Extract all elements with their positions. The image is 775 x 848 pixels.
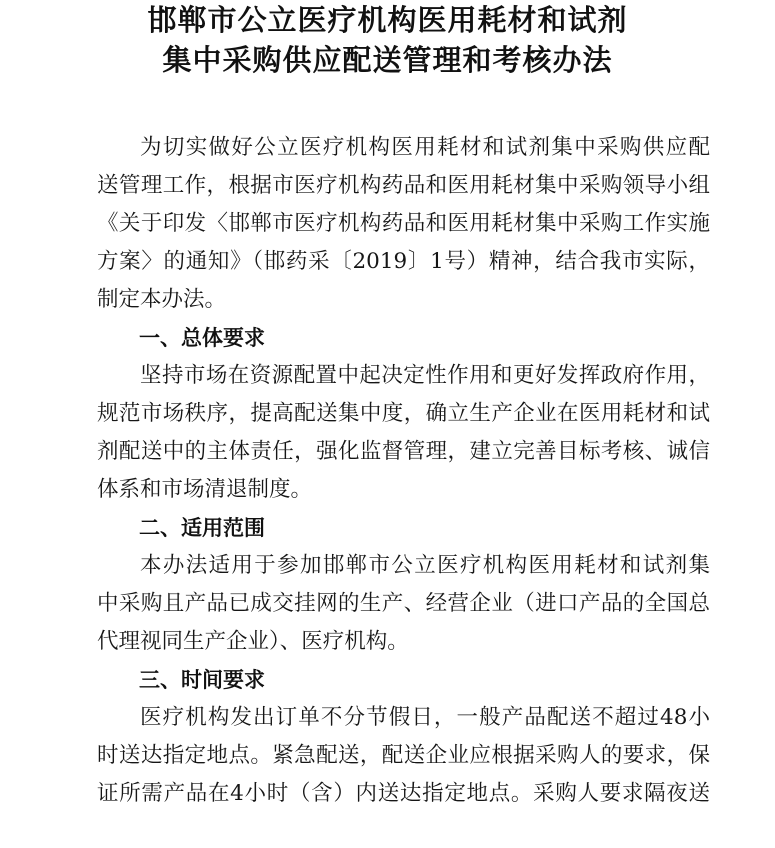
document-body [97, 129, 710, 813]
section-heading: 一、总体要求 [139, 326, 265, 350]
paragraph-line: 医疗机构发出订单不分节假日，一般产品配送不超过48小 [140, 705, 710, 730]
section-general-requirements [97, 319, 710, 509]
section-heading: 二、适用范围 [139, 516, 265, 540]
paragraph-line: 剂配送中的主体责任，强化监督管理，建立完善目标考核、诚信 [97, 439, 710, 464]
paragraph-line: 《关于印发〈邯郸市医疗机构药品和医用耗材集中采购工作实施 [97, 211, 710, 236]
paragraph-line: 证所需产品在4小时（含）内送达指定地点。采购人要求隔夜送 [97, 781, 710, 806]
title-line-1: 邯郸市公立医疗机构医用耗材和试剂 [147, 3, 628, 37]
paragraph-line: 体系和市场清退制度。 [97, 477, 313, 502]
paragraph-line: 时送达指定地点。紧急配送，配送企业应根据采购人的要求，保 [97, 743, 710, 768]
paragraph-line: 规范市场秩序，提高配送集中度，确立生产企业在医用耗材和试 [97, 401, 710, 426]
paragraph-line: 本办法适用于参加邯郸市公立医疗机构医用耗材和试剂集 [140, 553, 710, 578]
section-heading: 三、时间要求 [139, 668, 265, 692]
section-time-requirements [97, 661, 710, 813]
document-title [0, 0, 775, 80]
paragraph-line: 制定本办法。 [97, 287, 227, 312]
paragraph-line: 中采购且产品已成交挂网的生产、经营企业（进口产品的全国总 [97, 591, 710, 616]
intro-paragraph [97, 129, 710, 319]
paragraph-line: 坚持市场在资源配置中起决定性作用和更好发挥政府作用， [140, 363, 710, 388]
paragraph-line: 代理视同生产企业）、医疗机构。 [97, 629, 409, 654]
title-line-2: 集中采购供应配送管理和考核办法 [162, 43, 613, 77]
paragraph-line: 方案〉的通知》（邯药采〔2019〕1号）精神，结合我市实际， [97, 249, 710, 274]
section-scope [97, 509, 710, 661]
paragraph-line: 为切实做好公立医疗机构医用耗材和试剂集中采购供应配 [140, 135, 710, 160]
paragraph-line: 送管理工作，根据市医疗机构药品和医用耗材集中采购领导小组 [97, 173, 710, 198]
